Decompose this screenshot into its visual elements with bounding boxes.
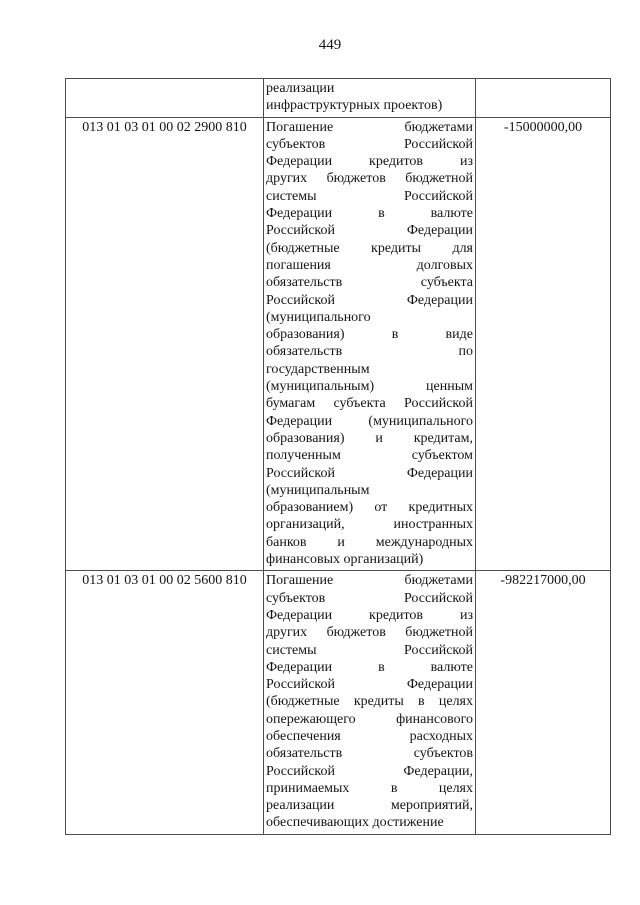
row-description-line: образованием) от кредитных — [266, 500, 473, 516]
table-row — [66, 571, 611, 834]
row-description — [264, 571, 476, 834]
row-description-line: субъектов Российской — [266, 136, 473, 152]
row-description-line: системы Российской — [266, 642, 473, 658]
row-description — [264, 79, 476, 118]
row-description-line: (муниципальным — [266, 482, 370, 498]
row-description-line: (бюджетные кредиты для — [266, 240, 473, 256]
row-description-line: Российской Федерации — [266, 223, 473, 239]
row-description-line: Погашение бюджетами — [266, 119, 473, 135]
row-description-line: Федерации в валюте — [266, 206, 473, 222]
table-row — [66, 79, 611, 118]
row-description-line: принимаемых в целях — [266, 780, 473, 796]
row-description-line: реализации — [266, 81, 335, 96]
row-description-line: Погашение бюджетами — [266, 573, 473, 589]
row-description-line: Российской Федерации, — [266, 763, 473, 779]
row-code — [66, 79, 264, 118]
row-description-line: государственным — [266, 361, 370, 377]
row-description-line: Федерации кредитов из — [266, 154, 473, 170]
row-description-line: Российской Федерации — [266, 677, 473, 693]
row-description-line: полученным субъектом — [266, 448, 473, 464]
row-description-line: системы Российской — [266, 188, 473, 204]
row-description — [264, 117, 476, 571]
row-description-line: обеспечивающих достижение — [266, 815, 444, 831]
row-description-line: Российской Федерации — [266, 292, 473, 308]
row-description-line: Российской Федерации — [266, 465, 473, 481]
row-description-line: образования) и кредитам, — [266, 430, 473, 446]
row-description-line: инфраструктурных проектов) — [266, 98, 443, 114]
page-number: 449 — [318, 37, 342, 53]
row-amount — [476, 79, 611, 118]
row-description-line: субъектов Российской — [266, 590, 473, 606]
row-code: 013 01 03 01 00 02 2900 810 — [66, 117, 264, 571]
row-description-line: обязательств субъекта — [266, 275, 473, 291]
row-description-line: других бюджетов бюджетной — [266, 625, 473, 641]
row-description-line: финансовых организаций) — [266, 552, 424, 568]
row-description-line: других бюджетов бюджетной — [266, 171, 473, 187]
row-description-line: (муниципальным) ценным — [266, 379, 473, 395]
row-description-line: опережающего финансового — [266, 711, 473, 727]
row-description-line: банков и международных — [266, 534, 473, 550]
row-description-line: Федерации (муниципального — [266, 413, 473, 429]
row-description-line: погашения долговых — [266, 257, 473, 273]
budget-table-body — [66, 79, 611, 835]
row-description-line: обязательств по — [266, 344, 473, 360]
row-description-line: Федерации в валюте — [266, 659, 473, 675]
row-description-line: бумагам субъекта Российской — [266, 396, 473, 412]
row-description-line: (муниципального — [266, 309, 371, 325]
row-description-line: организаций, иностранных — [266, 517, 473, 533]
row-description-line: обязательств субъектов — [266, 746, 473, 762]
table-row — [66, 117, 611, 571]
row-amount: -15000000,00 — [476, 117, 611, 571]
row-description-line: Федерации кредитов из — [266, 607, 473, 623]
budget-table — [65, 78, 611, 835]
row-amount: -982217000,00 — [476, 571, 611, 834]
row-description-line: реализации мероприятий, — [266, 798, 473, 814]
row-description-line: образования) в виде — [266, 327, 473, 343]
row-description-line: обеспечения расходных — [266, 728, 473, 744]
row-description-line: (бюджетные кредиты в целях — [266, 694, 473, 710]
row-code: 013 01 03 01 00 02 5600 810 — [66, 571, 264, 834]
